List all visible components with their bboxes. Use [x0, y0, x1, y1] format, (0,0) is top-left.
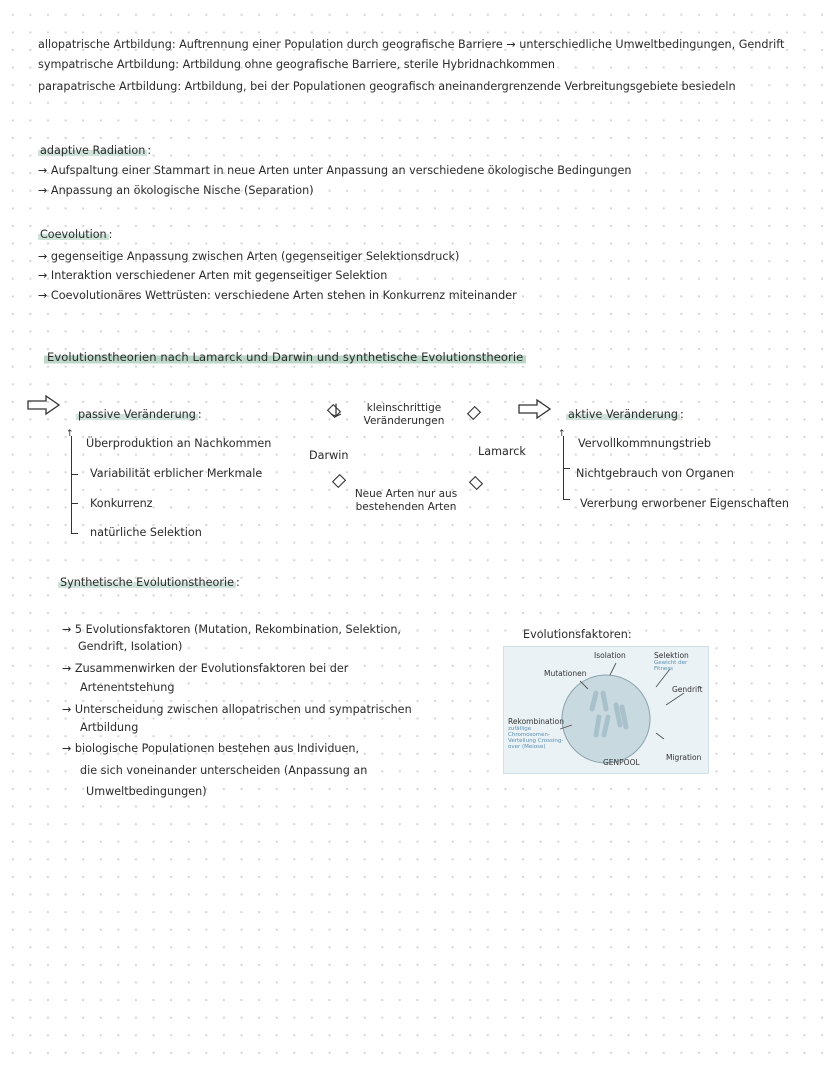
evolution-factors-diagram [503, 646, 709, 774]
up-arrow-icon: ↑ [66, 429, 74, 439]
diagonal-arrow-icon [466, 473, 486, 493]
synthetic-point: → Unterscheidung zwischen allopatrischen und sympatrischen [62, 703, 412, 716]
label-isolation: Isolation [594, 651, 626, 660]
label-gendrift: Gendrift [672, 685, 703, 694]
label-rekombination: Rekombination [508, 717, 565, 726]
sympatric-line: sympatrische Artbildung: Artbildung ohne geografische Barriere, sterile Hybridnachkommen [38, 58, 555, 71]
lamarck-label: Lamarck [478, 445, 526, 458]
label-genpool: GENPOOL [603, 758, 640, 767]
lamarck-title: aktive Veränderung : [568, 408, 684, 421]
new-species-note: Neue Arten nur aus bestehenden Arten [354, 488, 458, 513]
synthetic-point: → biologische Populationen bestehen aus Individuen, [62, 742, 360, 755]
hollow-arrow-icon [517, 398, 553, 420]
darwin-bracket [71, 436, 72, 534]
synthetic-point-cont: Umweltbedingungen) [86, 785, 207, 798]
parapatric-line: parapatrische Artbildung: Artbildung, bei der Populationen geografisch aneinandergrenzende Verbreitungsgebiete besiedeln [38, 80, 736, 93]
adaptive-radiation-point: → Anpassung an ökologische Nische (Separation) [38, 184, 314, 197]
label-selektion-sub: Gewicht der Fitness [654, 660, 688, 672]
diagram-title: Evolutionsfaktoren: [523, 628, 632, 641]
synthetic-point-cont: Gendrift, Isolation) [78, 640, 183, 653]
allopatric-term: allopatrische Artbildung [38, 38, 172, 51]
coevolution-point: → Coevolutionäres Wettrüsten: verschiedene Arten stehen in Konkurrenz miteinander [38, 289, 517, 302]
tree-tick [71, 503, 78, 504]
darwin-point: natürliche Selektion [90, 526, 202, 539]
theories-heading: Evolutionstheorien nach Lamarck und Darwin und synthetische Evolutionstheorie [44, 350, 526, 364]
parapatric-term: parapatrische Artbildung [38, 80, 178, 93]
lamarck-point: Vervollkommnungstrieb [578, 437, 711, 450]
adaptive-radiation-point: → Aufspaltung einer Stammart in neue Arten unter Anpassung an verschiedene ökologische Bedingungen [38, 164, 632, 177]
lamarck-point: Vererbung erworbener Eigenschaften [580, 497, 789, 510]
parapatric-text: Artbildung, bei der Populationen geografisch aneinandergrenzende Verbreitungsgebiete besiedeln [184, 80, 736, 93]
coevolution-point: → Interaktion verschiedener Arten mit gegenseitiger Selektion [38, 269, 388, 282]
allopatric-line: allopatrische Artbildung: Auftrennung einer Population durch geografische Barriere → unterschiedliche Umweltbedingungen, Gendrift [38, 38, 785, 51]
hollow-arrow-icon [26, 394, 62, 416]
diagonal-arrow-icon [464, 404, 484, 424]
allopatric-text: Auftrennung einer Population durch geografische Barriere → unterschiedliche Umweltbedingungen, Gendrift [179, 38, 785, 51]
lamarck-point: Nichtgebrauch von Organen [576, 467, 734, 480]
synthetic-point-cont: Artbildung [80, 721, 139, 734]
up-arrow-icon: ↑ [558, 429, 566, 439]
darwin-point: Überproduktion an Nachkommen [86, 437, 272, 450]
coevolution-heading: Coevolution : [40, 228, 113, 241]
darwin-point: Variabilität erblicher Merkmale [90, 467, 263, 480]
synthetic-point: → Zusammenwirken der Evolutionsfaktoren bei der [62, 662, 349, 675]
sympatric-text: Artbildung ohne geografische Barriere, sterile Hybridnachkommen [182, 58, 555, 71]
coevolution-point: → gegenseitige Anpassung zwischen Arten (gegenseitiger Selektionsdruck) [38, 250, 460, 263]
tree-tick [71, 533, 78, 534]
darwin-point: Konkurrenz [90, 497, 153, 510]
tree-tick [71, 474, 78, 475]
label-selektion: Selektion [654, 651, 689, 660]
diagonal-arrow-icon [326, 402, 346, 422]
synthetic-heading: Synthetische Evolutionstheorie : [60, 576, 240, 589]
adaptive-radiation-heading: adaptive Radiation : [40, 144, 152, 157]
darwin-title: passive Veränderung : [78, 408, 202, 421]
tree-tick [563, 468, 570, 469]
sympatric-term: sympatrische Artbildung [38, 58, 176, 71]
small-steps-note: kleinschrittige Veränderungen [363, 402, 445, 427]
label-migration: Migration [666, 753, 702, 762]
darwin-label: Darwin [309, 449, 349, 462]
label-mutationen: Mutationen [544, 669, 587, 678]
label-rekombination-sub: zufällige Chromosomen-Verteilung Crossing-over (Meiose) [508, 726, 564, 750]
tree-tick [563, 499, 570, 500]
synthetic-point: → 5 Evolutionsfaktoren (Mutation, Rekombination, Selektion, [62, 623, 401, 636]
synthetic-point-cont: die sich voneinander unterscheiden (Anpassung an [80, 764, 368, 777]
diagonal-arrow-icon [330, 471, 350, 491]
synthetic-point-cont: Artenentstehung [80, 681, 175, 694]
